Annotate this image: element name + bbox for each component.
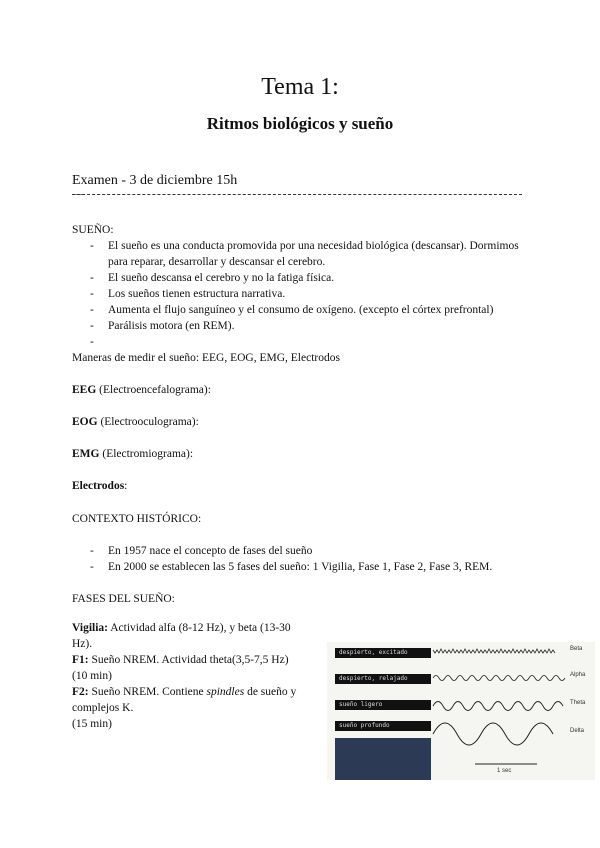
exam-date: Examen - 3 de diciembre 15h [72,173,238,188]
scale-label: 1 sec [497,768,512,774]
fase-f2: F2: Sueño NREM. Contiene spindles de sueño y complejos K. [72,686,297,714]
list-item: - En 2000 se establecen las 5 fases del sueño: 1 Vigilia, Fase 1, Fase 2, Fase 3, REM. [90,561,493,573]
rule-lead: — [72,186,84,200]
contexto-list [90,543,530,575]
wave-label: Alpha [570,672,586,678]
method-emg: EMG (Electromiograma): [72,448,194,460]
wave-label: Beta [570,646,583,652]
measure-methods: Maneras de medir el sueño: EEG, EOG, EMG, Electrodos [72,352,340,364]
section-heading-sueno: SUEÑO: [72,224,114,236]
eeg-waves-figure [327,642,595,780]
list-item: - Los sueños tienen estructura narrativa. [90,288,286,300]
fase-f1-time: (10 min) [72,670,112,682]
fases-description [72,620,312,732]
list-item: - [90,336,94,348]
page-title: Tema 1: [261,74,339,100]
wave-label: Delta [570,728,585,734]
method-eeg: EEG (Electroencefalograma): [72,384,211,396]
wave-traces [327,642,595,780]
method-electrodos: Electrodos: [72,480,128,492]
state-label: despierto, relajado [335,674,431,684]
list-item: - Parálisis motora (en REM). [90,320,235,332]
list-item: - El sueño es una conducta promovida por una necesidad biológica (descansar). Dormimos para reparar, desarrollar y descansar el cerebro. [90,240,519,268]
page-subtitle: Ritmos biológicos y sueño [206,114,394,133]
beta-wave [433,649,555,653]
state-label: despierto, excitado [335,648,431,658]
section-heading-fases: FASES DEL SUEÑO: [72,593,175,605]
delta-wave [433,723,553,745]
list-item: - En 1957 nace el concepto de fases del sueño [90,545,313,557]
method-eog: EOG (Electrooculograma): [72,416,199,428]
dashed-divider [72,194,522,195]
section-heading-contexto: CONTEXTO HISTÓRICO: [72,513,202,525]
sueno-list [90,238,520,350]
fase-vigilia: Vigilia: Actividad alfa (8-12 Hz), y beta (13-30 Hz). [72,622,291,650]
list-item: - El sueño descansa el cerebro y no la fatiga física. [90,272,335,284]
alpha-wave [433,676,565,681]
state-label: sueño ligero [335,700,431,710]
theta-wave [433,702,563,711]
fase-f2-time: (15 min) [72,718,112,730]
wave-label: Theta [570,700,586,706]
fase-f1: F1: Sueño NREM. Actividad theta(3,5-7,5 Hz) [72,654,289,666]
state-label: sueño profundo [335,721,431,731]
list-item: - Aumenta el flujo sanguíneo y el consumo de oxígeno. (excepto el córtex prefrontal) [90,304,494,316]
